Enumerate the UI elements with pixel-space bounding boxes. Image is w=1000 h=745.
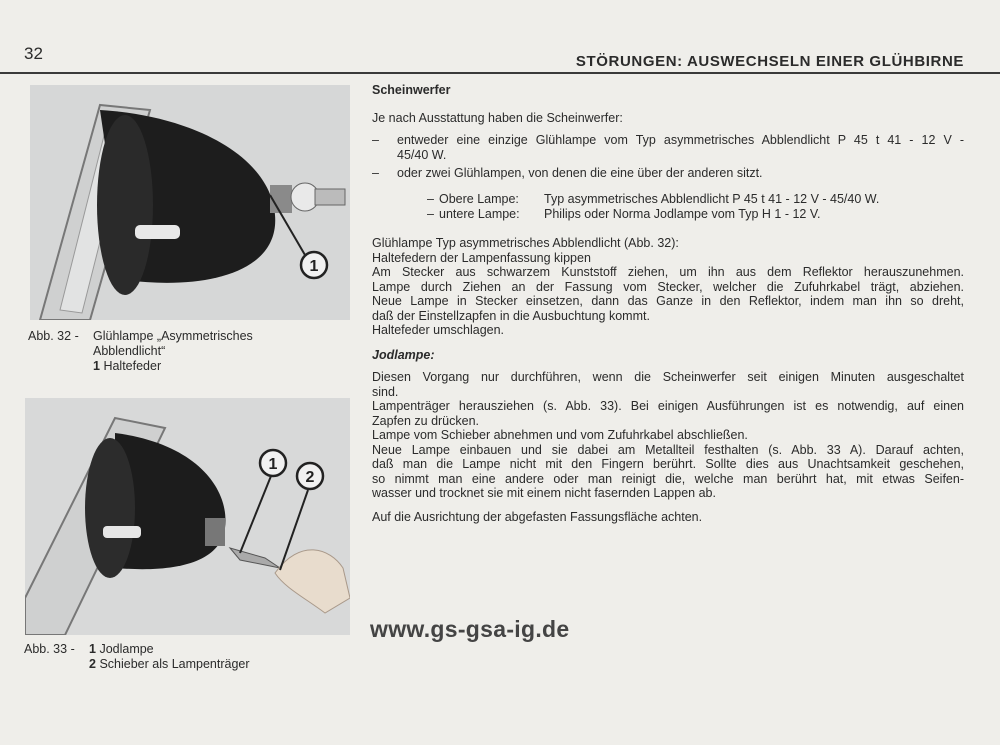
caption-prefix: Abb. 33 - — [24, 642, 75, 656]
closing-note: Auf die Ausrichtung der abgefasten Fassungsfläche achten. — [372, 510, 703, 524]
text-line: Neue Lampe einbauen und sie dabei am Metallteil festhalten (s. Abb. 33 A). Darauf achten, — [372, 442, 964, 457]
dash: – — [372, 133, 379, 147]
page-number: 32 — [24, 44, 43, 63]
text-line: oder zwei Glühlampen, von denen die eine über der anderen sitzt. — [397, 166, 763, 180]
text-line: Zapfen zu drücken. — [372, 413, 480, 428]
text-line: Am Stecker aus schwarzem Kunststoff ziehen, um ihn aus dem Reflektor herauszunehmen. — [372, 265, 964, 279]
header-rule — [0, 72, 1000, 74]
option-entry — [372, 133, 964, 162]
caption-line: Glühlampe „Asymmetrisches — [93, 329, 253, 343]
text-line: Diesen Vorgang nur durchführen, wenn die Scheinwerfer seit einigen Minuten ausgeschaltet — [372, 370, 964, 384]
text-line: Lampe vom Schieber abnehmen und vom Zufuhrkabel abschließen. — [372, 428, 748, 442]
caption-item-number: 1 — [93, 359, 100, 373]
text-line: entweder eine einzige Glühlampe vom Typ asymmetrisches Abblendlicht P 45 t 41 - 12 V - — [397, 133, 964, 147]
caption-line: Abblendlicht“ — [93, 344, 166, 358]
sub-option-label: untere Lampe: — [439, 207, 520, 221]
text-line: sind. — [372, 384, 399, 399]
text-line: so nimmt man eine andere oder man reinigt die, welche man berührt hat, mit etwas Seifen- — [372, 471, 964, 486]
caption-fig32 — [28, 329, 253, 374]
text-line: daß der Einstellzapfen in die Ausbuchtung kommt. — [372, 308, 650, 323]
caption-fig33 — [24, 642, 250, 672]
subheading: Jodlampe: — [372, 348, 435, 362]
dash: – — [427, 192, 434, 206]
headlamp-photo-fig32 — [30, 85, 350, 320]
caption-item-text: Haltefeder — [103, 359, 162, 373]
callout-1-label: 1 — [268, 456, 278, 473]
text-line: Glühlampe Typ asymmetrisches Abblendlicht (Abb. 32): — [372, 236, 679, 250]
caption-item-text: Jodlampe — [99, 642, 154, 656]
watermark-url: www.gs-gsa-ig.de — [370, 616, 570, 642]
text-line: daß man die Lampe nicht mit den Fingern berührt. Sollte dies aus Unachtsamkeit geschehen, — [372, 457, 964, 471]
text-line: Haltefeder umschlagen. — [372, 323, 505, 337]
paragraph-bulb-replacement — [372, 236, 964, 338]
chapter-title: STÖRUNGEN: AUSWECHSELN EINER GLÜHBIRNE — [575, 53, 964, 70]
intro-text: Je nach Ausstattung haben die Scheinwerfer: — [372, 111, 623, 125]
option-entry — [372, 166, 964, 181]
dash: – — [372, 166, 379, 180]
sub-option-label: Obere Lampe: — [439, 192, 519, 206]
text-line: wasser und trocknet sie mit einem nicht fasernden Lappen ab. — [372, 486, 716, 500]
text-line: Lampenträger herausziehen (s. Abb. 33). Bei einigen Ausführungen ist es notwendig, auf einen — [372, 399, 964, 413]
text-line: Lampe durch Ziehen an der Fassung vom Stecker, welcher die Zufuhrkabel trägt, abziehen. — [372, 279, 964, 294]
sub-option-text: Typ asymmetrisches Abblendlicht P 45 t 41 - 12 V - 45/40 W. — [544, 192, 880, 206]
section-heading: Scheinwerfer — [372, 83, 451, 97]
headlamp-illustration — [30, 85, 350, 320]
caption-item-text: Schieber als Lampenträger — [99, 657, 250, 671]
sub-option-text: Philips oder Norma Jodlampe vom Typ H 1 - 12 V. — [544, 207, 821, 221]
caption-prefix: Abb. 32 - — [28, 329, 79, 343]
dash: – — [427, 207, 434, 221]
text-line: 45/40 W. — [397, 147, 447, 162]
headlamp-photo-fig33 — [25, 398, 350, 635]
callout-2-label: 2 — [305, 469, 315, 486]
text-line: Haltefedern der Lampenfassung kippen — [372, 250, 591, 265]
headlamp-illustration — [25, 398, 350, 635]
caption-item-number: 2 — [89, 657, 96, 671]
callout-1-label: 1 — [309, 258, 319, 275]
text-line: Neue Lampe in Stecker einsetzen, dann das Ganze in den Reflektor, indem man ihn so dreht, — [372, 294, 964, 308]
paragraph-iodine-lamp — [372, 370, 964, 501]
caption-item-number: 1 — [89, 642, 96, 656]
